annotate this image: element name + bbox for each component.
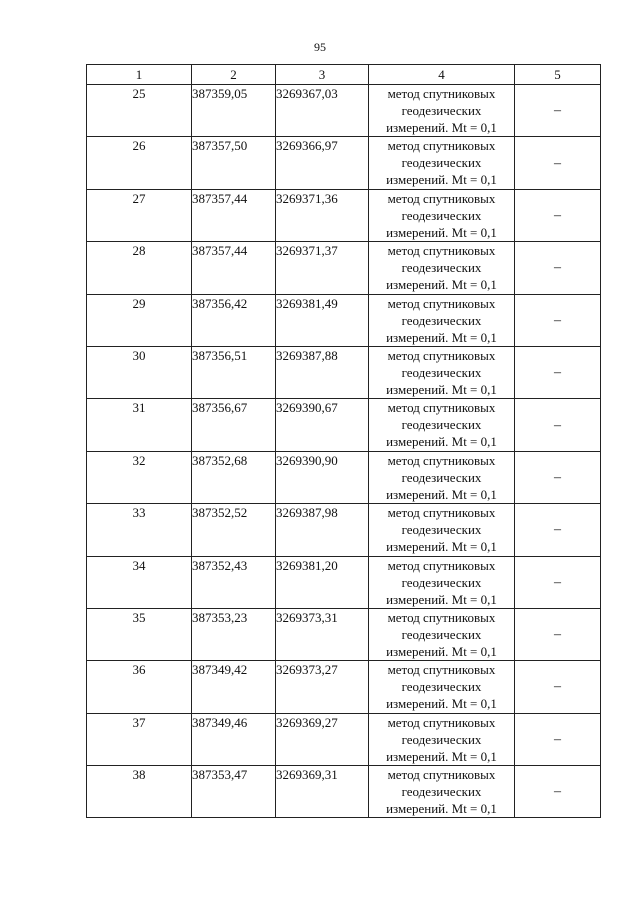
method-line-2: геодезических <box>401 260 482 276</box>
y-coordinate-cell: 3269366,97 <box>276 137 369 189</box>
point-number-cell: 30 <box>87 346 192 398</box>
point-number-cell: 32 <box>87 451 192 503</box>
table-header-row <box>87 65 601 85</box>
method-line-2: геодезических <box>401 784 482 800</box>
y-coordinate-cell: 3269367,03 <box>276 85 369 137</box>
method-line-3: измерений. Mt = 0,1 <box>386 277 497 293</box>
method-line-1: метод спутниковых <box>387 557 496 573</box>
page-number: 95 <box>314 40 326 54</box>
method-line-1: метод спутниковых <box>387 190 496 206</box>
note-cell: – <box>515 504 601 556</box>
method-line-2: геодезических <box>401 207 482 223</box>
point-number-cell: 38 <box>87 766 192 818</box>
note-cell: – <box>515 608 601 660</box>
y-coordinate-cell: 3269371,37 <box>276 242 369 294</box>
x-coordinate-cell: 387357,50 <box>192 137 276 189</box>
method-line-2: геодезических <box>401 312 482 328</box>
method-line-1: метод спутниковых <box>387 295 496 311</box>
note-cell: – <box>515 556 601 608</box>
method-line-1: метод спутниковых <box>387 347 496 363</box>
method-cell <box>369 242 515 294</box>
method-line-2: геодезических <box>401 417 482 433</box>
method-cell <box>369 504 515 556</box>
table-row <box>87 85 601 137</box>
point-number-cell: 28 <box>87 242 192 294</box>
method-line-2: геодезических <box>401 522 482 538</box>
y-coordinate-cell: 3269390,67 <box>276 399 369 451</box>
point-number-cell: 26 <box>87 137 192 189</box>
method-line-1: метод спутниковых <box>387 609 496 625</box>
point-number-cell: 31 <box>87 399 192 451</box>
y-coordinate-cell: 3269387,88 <box>276 346 369 398</box>
table-row <box>87 137 601 189</box>
method-line-3: измерений. Mt = 0,1 <box>386 591 497 607</box>
method-cell <box>369 294 515 346</box>
point-number-cell: 35 <box>87 608 192 660</box>
method-line-2: геодезических <box>401 469 482 485</box>
table-row <box>87 608 601 660</box>
method-line-1: метод спутниковых <box>387 86 496 101</box>
y-coordinate-cell: 3269381,20 <box>276 556 369 608</box>
method-line-2: геодезических <box>401 679 482 695</box>
method-line-1: метод спутниковых <box>387 767 496 783</box>
method-line-3: измерений. Mt = 0,1 <box>386 539 497 555</box>
column-header-1: 1 <box>87 65 192 85</box>
point-number-cell: 27 <box>87 189 192 241</box>
note-cell: – <box>515 294 601 346</box>
method-cell <box>369 766 515 818</box>
method-line-3: измерений. Mt = 0,1 <box>386 748 497 764</box>
table-row <box>87 713 601 765</box>
y-coordinate-cell: 3269373,27 <box>276 661 369 713</box>
x-coordinate-cell: 387357,44 <box>192 189 276 241</box>
x-coordinate-cell: 387359,05 <box>192 85 276 137</box>
method-line-2: геодезических <box>401 731 482 747</box>
table-row <box>87 346 601 398</box>
table-row <box>87 504 601 556</box>
method-line-2: геодезических <box>401 626 482 642</box>
note-cell: – <box>515 137 601 189</box>
method-cell <box>369 346 515 398</box>
table-row <box>87 399 601 451</box>
column-header-3: 3 <box>276 65 369 85</box>
note-cell: – <box>515 346 601 398</box>
x-coordinate-cell: 387352,68 <box>192 451 276 503</box>
x-coordinate-cell: 387356,51 <box>192 346 276 398</box>
x-coordinate-cell: 387356,42 <box>192 294 276 346</box>
y-coordinate-cell: 3269381,49 <box>276 294 369 346</box>
method-cell <box>369 713 515 765</box>
method-line-1: метод спутниковых <box>387 662 496 678</box>
point-number-cell: 29 <box>87 294 192 346</box>
y-coordinate-cell: 3269373,31 <box>276 608 369 660</box>
method-line-1: метод спутниковых <box>387 452 496 468</box>
method-line-1: метод спутниковых <box>387 138 496 154</box>
point-number-cell: 25 <box>87 85 192 137</box>
note-cell: – <box>515 85 601 137</box>
table-row <box>87 242 601 294</box>
y-coordinate-cell: 3269369,31 <box>276 766 369 818</box>
method-line-2: геодезических <box>401 364 482 380</box>
x-coordinate-cell: 387353,23 <box>192 608 276 660</box>
table-row <box>87 766 601 818</box>
point-number-cell: 36 <box>87 661 192 713</box>
method-cell <box>369 451 515 503</box>
column-header-5: 5 <box>515 65 601 85</box>
table-row <box>87 556 601 608</box>
method-line-2: геодезических <box>401 155 482 171</box>
point-number-cell: 33 <box>87 504 192 556</box>
table-row <box>87 189 601 241</box>
method-line-1: метод спутниковых <box>387 243 496 259</box>
x-coordinate-cell: 387349,42 <box>192 661 276 713</box>
method-line-3: измерений. Mt = 0,1 <box>386 120 497 135</box>
point-number-cell: 37 <box>87 713 192 765</box>
point-number-cell: 34 <box>87 556 192 608</box>
method-line-2: геодезических <box>401 574 482 590</box>
method-cell <box>369 661 515 713</box>
method-line-3: измерений. Mt = 0,1 <box>386 172 497 188</box>
y-coordinate-cell: 3269390,90 <box>276 451 369 503</box>
method-line-2: геодезических <box>401 103 482 118</box>
method-cell <box>369 189 515 241</box>
method-cell <box>369 137 515 189</box>
method-line-3: измерений. Mt = 0,1 <box>386 381 497 397</box>
x-coordinate-cell: 387357,44 <box>192 242 276 294</box>
method-line-1: метод спутниковых <box>387 505 496 521</box>
method-line-3: измерений. Mt = 0,1 <box>386 801 497 817</box>
note-cell: – <box>515 399 601 451</box>
note-cell: – <box>515 661 601 713</box>
method-cell <box>369 399 515 451</box>
method-line-3: измерений. Mt = 0,1 <box>386 329 497 345</box>
method-cell <box>369 85 515 137</box>
note-cell: – <box>515 713 601 765</box>
method-line-3: измерений. Mt = 0,1 <box>386 696 497 712</box>
y-coordinate-cell: 3269371,36 <box>276 189 369 241</box>
method-cell <box>369 556 515 608</box>
column-header-4: 4 <box>369 65 515 85</box>
x-coordinate-cell: 387349,46 <box>192 713 276 765</box>
note-cell: – <box>515 766 601 818</box>
table-row <box>87 661 601 713</box>
y-coordinate-cell: 3269387,98 <box>276 504 369 556</box>
note-cell: – <box>515 189 601 241</box>
x-coordinate-cell: 387352,43 <box>192 556 276 608</box>
method-cell <box>369 608 515 660</box>
y-coordinate-cell: 3269369,27 <box>276 713 369 765</box>
x-coordinate-cell: 387353,47 <box>192 766 276 818</box>
method-line-1: метод спутниковых <box>387 714 496 730</box>
note-cell: – <box>515 451 601 503</box>
column-header-2: 2 <box>192 65 276 85</box>
x-coordinate-cell: 387352,52 <box>192 504 276 556</box>
method-line-3: измерений. Mt = 0,1 <box>386 486 497 502</box>
note-cell: – <box>515 242 601 294</box>
method-line-3: измерений. Mt = 0,1 <box>386 224 497 240</box>
x-coordinate-cell: 387356,67 <box>192 399 276 451</box>
table-row <box>87 451 601 503</box>
coordinates-table <box>86 64 601 818</box>
method-line-3: измерений. Mt = 0,1 <box>386 434 497 450</box>
method-line-3: измерений. Mt = 0,1 <box>386 643 497 659</box>
table-row <box>87 294 601 346</box>
method-line-1: метод спутниковых <box>387 400 496 416</box>
